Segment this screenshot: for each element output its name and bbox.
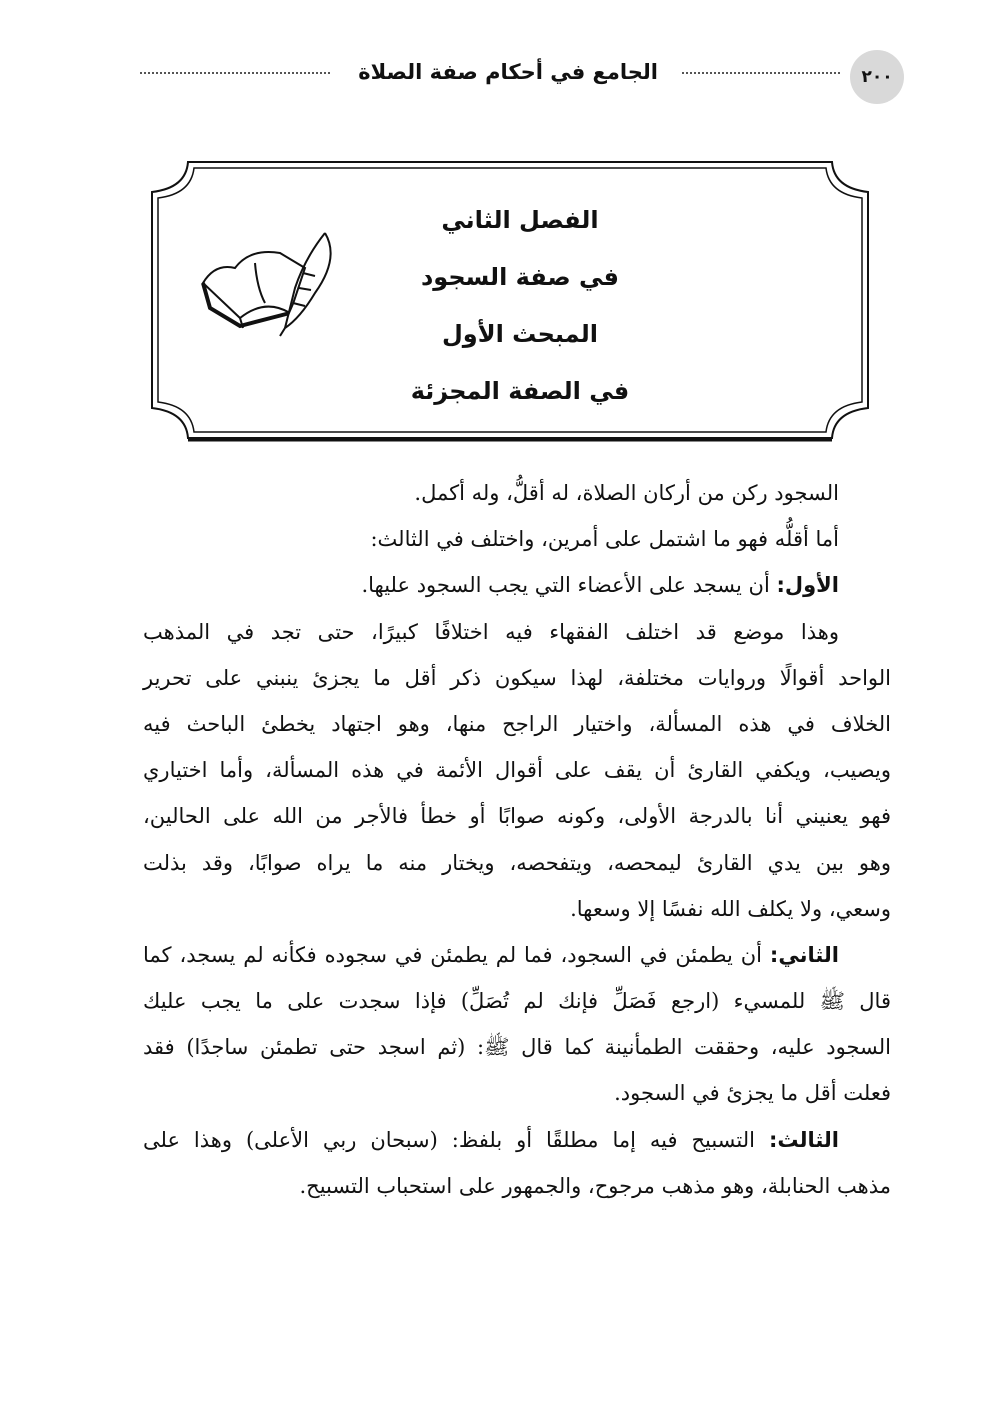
line-text: السجود ركن من أركان الصلاة، له أقلُّ، وله أكمل. [414,481,839,505]
body-text [143,470,891,1209]
line-text: فهو يعنيني أنا بالدرجة الأولى، وكونه صوابًا أو خطأ فالأجر من الله على الحالين، [143,804,891,829]
line-text: ويصيب، ويكفي القارئ أن يقف على أقوال الأئمة في هذه المسألة، وأما اختياري [143,758,891,783]
text-line [143,562,891,608]
line-text: فعلت أقل ما يجزئ في السجود. [614,1081,891,1106]
line-text: وهذا موضع قد اختلف الفقهاء فيه اختلافًا كبيرًا، حتى تجد في المذهب [143,619,839,644]
line-text: مذهب الحنابلة، وهو مذهب مرجوح، والجمهور على استحباب التسبيح. [299,1173,891,1198]
section-subtitle: في الصفة المجزئة [410,377,630,405]
bold-lead-term: الأول: [776,573,839,598]
dotted-leader [140,72,330,74]
text-line [143,655,891,701]
text-line [143,1163,891,1209]
page-header [140,50,893,100]
dotted-leader [682,72,840,74]
line-text: وهو بين يدي القارئ ليمحصه، ويتفحصه، ويختار منه ما يراه صوابًا، وقد بذلت [143,850,891,875]
text-line [143,978,891,1024]
text-line [143,470,891,516]
line-text: الخلاف في هذه المسألة، واختيار الراجح منها، وهو اجتهاد يخطئ الباحث فيه [143,711,891,736]
bold-lead-term: الثاني: [769,942,839,967]
text-line [143,840,891,886]
line-text: أن يطمئن في السجود، فما لم يطمئن في سجوده فكأنه لم يسجد، كما [143,942,770,967]
chapter-title: الفصل الثاني [441,206,599,234]
text-line [143,1117,891,1163]
line-text: وسعي، ولا يكلف الله نفسًا إلا وسعها. [570,896,891,921]
line-text: السجود عليه، وحققت الطمأنينة كما قال ﷺ: (ثم اسجد حتى تطمئن ساجدًا) فقد [143,1035,891,1060]
text-line [143,932,891,978]
section-title: المبحث الأول [441,320,599,348]
text-line [143,516,891,562]
text-line [143,747,891,793]
text-line [143,609,891,655]
text-line [143,886,891,932]
line-text: قال ﷺ للمسيء (ارجع فَصَلِّ فإنك لم تُصَلِّ) فإذا سجدت على ما يجب عليك [143,989,891,1014]
running-title: الجامع في أحكام صفة الصلاة [358,60,658,84]
chapter-titles [330,192,710,420]
text-line [143,793,891,839]
text-line [143,701,891,747]
line-text: التسبيح فيه إما مطلقًا أو بلفظ: (سبحان ربي الأعلى) وهذا على [143,1127,769,1152]
book-and-quill-icon [195,228,345,342]
page-number: ٢٠٠ [850,50,904,104]
line-text: أما أقلُّه فهو ما اشتمل على أمرين، واختلف في الثالث: [370,527,839,552]
text-line [143,1070,891,1116]
bold-lead-term: الثالث: [768,1127,839,1152]
chapter-subtitle: في صفة السجود [420,263,620,291]
text-line [143,1024,891,1070]
line-text: أن يسجد على الأعضاء التي يجب السجود عليها. [361,573,777,598]
line-text: الواحد أقوالًا وروايات مختلفة، لهذا سيكون ذكر أقل ما يجزئ ينبني على تحرير [143,665,891,690]
